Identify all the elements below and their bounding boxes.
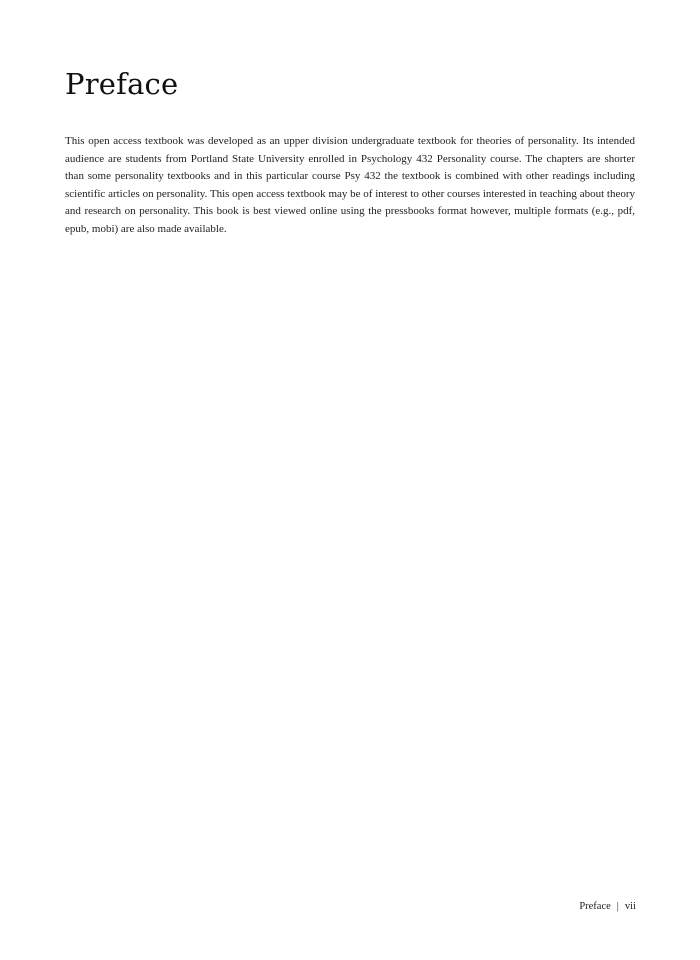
footer-page-number: vii — [624, 901, 636, 912]
footer-section-label: Preface — [579, 901, 611, 912]
page-footer — [579, 900, 636, 914]
preface-paragraph: This open access textbook was developed as an upper division undergraduate textbook for theories of personality. Its intended audience are students from Portland State University enrolled in Psychology 432 Personality course. The chapters are shorter than some personality textbooks and in this particular course Psy 432 the textbook is combined with other readings including scientific articles on personality. This open access textbook may be of interest to other courses interested in teaching about theory and research on personality. This book is best viewed online using the pressbooks format however, multiple formats (e.g., pdf, epub, mobi) are also made available. — [65, 135, 635, 235]
footer-separator: | — [616, 901, 619, 912]
page-title: Preface — [65, 67, 179, 101]
